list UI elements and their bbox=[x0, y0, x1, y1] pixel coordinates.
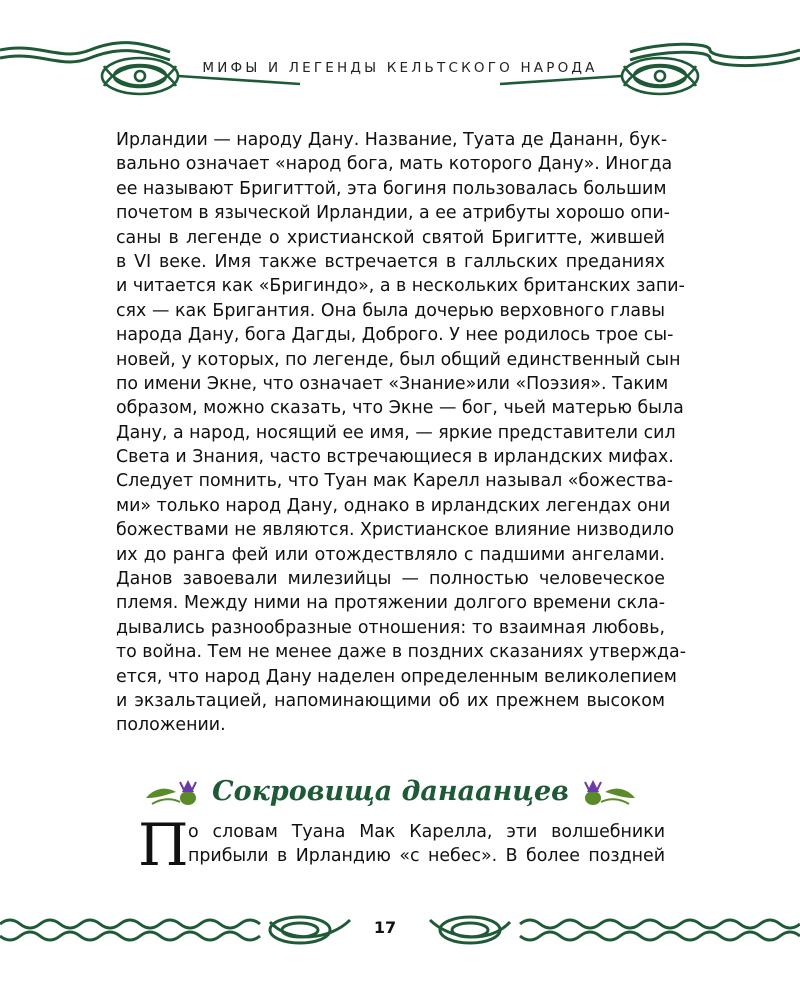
text-line: то война. Тем не менее даже в поздних сказаниях утвержда- bbox=[116, 642, 686, 663]
text-line: Дану, а народ, носящий ее имя, — яркие представители сил bbox=[116, 422, 676, 443]
text-line: прибыли в Ирландию «с небес». В более поздней bbox=[188, 846, 665, 867]
text-line: ми» только народ Дану, однако в ирландских легендах они bbox=[116, 495, 671, 516]
text-line: образом, можно сказать, что Экне — бог, чьей матерью была bbox=[116, 398, 684, 419]
text-line: племя. Между ними на протяжении долгого времени скла- bbox=[116, 593, 665, 614]
text-line: ется, что народ Дану наделен определенным великолепием bbox=[116, 666, 677, 687]
text-line: Данов завоевали милезийцы — полностью человеческое bbox=[116, 569, 665, 590]
section-heading bbox=[116, 772, 665, 816]
page-header bbox=[0, 0, 800, 110]
page-number: 17 bbox=[373, 918, 397, 937]
celtic-braid-ornament-left bbox=[0, 910, 360, 950]
text-line: в VI веке. Имя также встречается в галльских преданиях bbox=[116, 251, 665, 272]
text-line: положении. bbox=[116, 715, 226, 736]
text-line: и читается как «Бригиндо», а в нескольких британских запи- bbox=[116, 276, 685, 297]
main-text bbox=[116, 128, 686, 738]
text-line: почетом в языческой Ирландии, а ее атрибуты хорошо опи- bbox=[116, 203, 670, 224]
running-title: МИФЫ И ЛЕГЕНДЫ КЕЛЬТСКОГО НАРОДА bbox=[202, 60, 598, 76]
text-line: о словам Туана Мак Карелла, эти волшебники bbox=[188, 822, 665, 842]
section-paragraph bbox=[116, 811, 665, 879]
celtic-braid-ornament-right bbox=[420, 910, 800, 950]
text-line: по имени Экне, что означает «Знание»или «Поэзия». Таким bbox=[116, 373, 669, 394]
text-line: ее называют Бригиттой, эта богиня пользовалась большим bbox=[116, 178, 667, 199]
drop-cap: П bbox=[138, 811, 189, 879]
thistle-icon bbox=[577, 776, 637, 812]
text-line: новей, у которых, по легенде, был общий единственный сын bbox=[116, 349, 681, 370]
text-line: Ирландии — народу Дану. Название, Туата де Дананн, бук- bbox=[116, 130, 668, 150]
text-line: саны в легенде о христианской святой Бригитте, жившей bbox=[116, 227, 665, 248]
text-line: и экзальтацией, напоминающими об их прежнем высоком bbox=[116, 690, 665, 711]
text-line: Следует помнить, что Туан мак Карелл называл «божества- bbox=[116, 471, 674, 492]
text-line: народа Дану, бога Дагды, Доброго. У нее родилось трое сы- bbox=[116, 325, 674, 346]
text-line: Света и Знания, часто встречающиеся в ирландских мифах. bbox=[116, 447, 674, 468]
text-line: дывались разнообразные отношения: то взаимная любовь, bbox=[116, 617, 665, 638]
section-title: Сокровища данаанцев bbox=[212, 776, 569, 807]
text-line: божествами не являются. Христианское влияние низводило bbox=[116, 520, 675, 541]
text-line: их до ранга фей или отождествляло с падшими ангелами. bbox=[116, 544, 665, 565]
page-footer bbox=[0, 900, 800, 960]
text-line: вально означает «народ бога, мать которого Дану». Иногда bbox=[116, 154, 673, 175]
text-line: сях — как Бригантия. Она была дочерью верховного главы bbox=[116, 300, 665, 321]
